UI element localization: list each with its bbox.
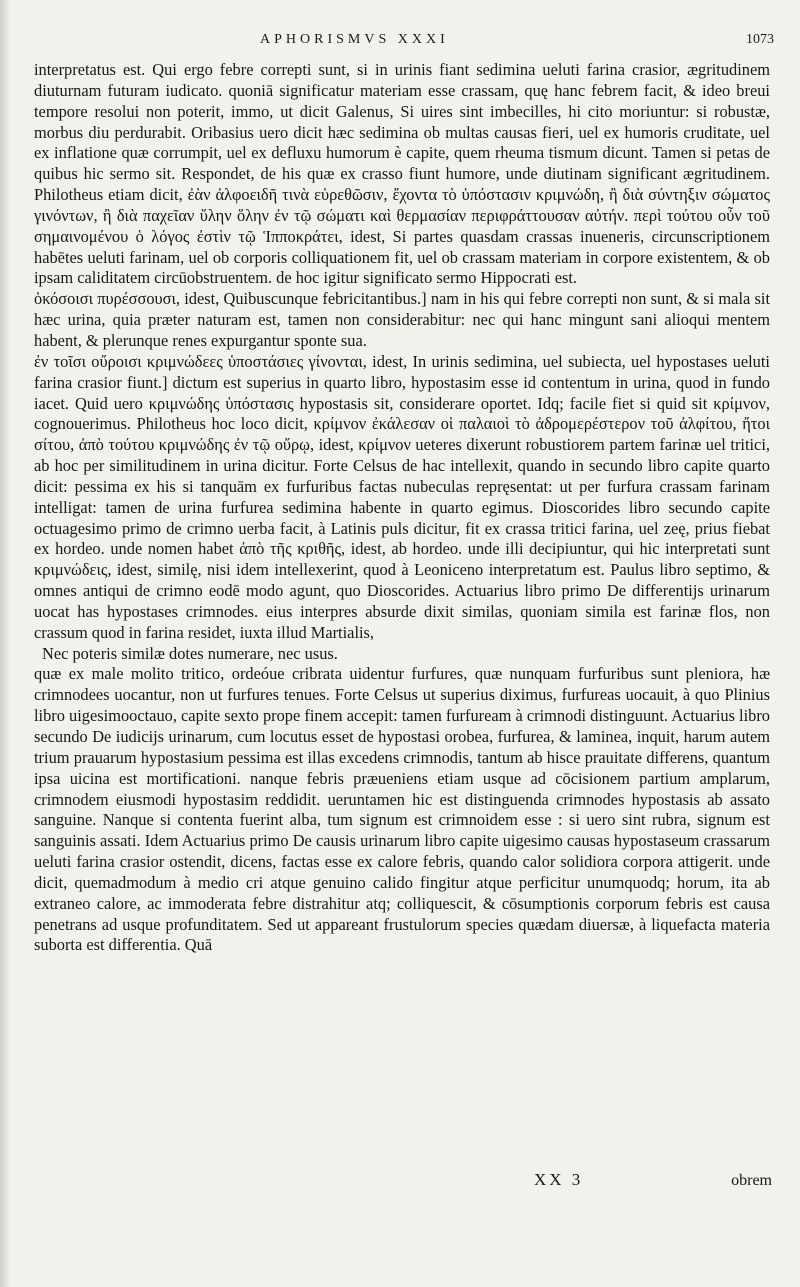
paragraph-1: interpretatus est. Qui ergo febre correpti sunt, si in urinis fiant sedimina ueluti farina crasior, ægritudinem diuturnam futuram iudicato. quoniā significatur materiam esse crassam, quę hanc febrem facit, & ideo breui tempore resolui non poterit, immo, ut dicit Galenus, Si uires sint imbecilles, hi cito moriuntur: si robustæ, morbus diu perdurabit. Oribasius uero dicit hæc sedimina ob multas causas fieri, uel ex humoris cruditate, uel ex inflatione quæ corrumpit, uel ex defluxu humorum è capite, quem rheuma tismum dicunt. Tamen si petas de quibus hic sermo sit. Respondet, de his quæ ex crasso fiunt humore, unde diutinam significant ægritudinem. Philotheus etiam dicit, ἐὰν ἀλφοειδῆ τινὰ εὑρεθῶσιν, ἔχοντα τὸ ὑπόστασιν κριμνώδη, ἢ διὰ σύντηξιν σώματος γινόντων, ἢ διὰ παχεῖαν ὕλην ὅλην ἐν τῷ σώματι καὶ θερμασίαν περιφράττουσαν αὐτήν. περὶ τούτου οὖν τοῦ σημαινομένου ὁ λόγος ἐστὶν τῷ Ἱπποκράτει, idest, Si partes quasdam crassas inueneris, circunscriptionem habētes ueluti farinam, uel ob corporis colliquationem fit, uel ob crassam materiam in corpore existentem, & ob ipsam caliditatem circūobstruentem. de hoc igitur significato sermo Hippocrati est. xyxy=(34,60,770,288)
paragraph-4: quæ ex male molito tritico, ordeóue cribrata uidentur furfures, quæ nunquam furfuribus sunt pleniora, hæ crimnodees uocantur, non ut furfures tenues. Forte Celsus ut superius diximus, furfureas uocauit, à quo Plinius libro uigesimooctauo, capite sexto prope finem accepit: tamen furfuream à crimnodi distinguunt. Actuarius libro secundo De iudicijs urinarum, cum locutus esset de hypostasi orobea, furfurea, & laminea, inquit, harum autem trium prauarum hypostasium pessima est illas excedens crimnodis, tantum ab hisce prauitate differens, quantum ipsa uicina est mortificationi. nanque febris præueniens etiam usque ad cōcisionem partium amplarum, crimnodem eiusmodi hypostasim reddidit. ueruntamen hic est distinguenda crimnodes hypostasis ab assato sanguine. Nanque si contenta fuerint alba, tum signum est crimnoidem esse : si uero sint rubra, signum est sanguinis assati. Idem Actuarius primo De causis urinarum libro capite uigesimo causas hypostaseum crassarum ueluti farina crasior ostendit, dicens, factas esse ex calore febris, quando calor solidiora corpora attigerit. unde dicit, quemadmodum à medio cri atque genuino calido fingitur atque perficitur unumquodq; horum, ita ab extraneo calore, ac immoderata febre distrahitur atq; colliquescit, & cōsumptionis corporum febris est causa penetrans ad usque profunditatem. Sed ut appareant frustulorum species quædam diuersæ, à liquefacta materia suborta est differentia. Quā xyxy=(34,664,771,955)
page-footer xyxy=(34,1170,772,1194)
page-gutter-shadow xyxy=(0,0,10,1287)
paragraph-2: ὁκόσοισι πυρέσσουσι, idest, Quibuscunque febricitantibus.] nam in his qui febre correpti non sunt, & si mala sit hæc urina, quia præter naturam est, tamen non considerabitur: nec qui hanc mingunt sani alioqui mentem habent, & plerunque renes expurgantur sponte sua. xyxy=(34,289,770,350)
catchword: obrem xyxy=(731,1172,772,1189)
signature-mark: XX 3 xyxy=(534,1170,584,1189)
running-head: APHORISMVS XXXI xyxy=(260,32,449,47)
paragraph-3: ἐν τοῖσι οὔροισι κριμνώδεες ὑποστάσιες γίνονται, idest, In urinis sedimina, uel subiecta, uel hypostases ueluti farina crasior fiunt.] dictum est superius in quarto libro, hypostasim esse id contentum in urina, quod in fundo iacet. Quid uero κριμνώδης ὑπόστασις hypostasis sit, considerare oportet. Idq; facile fiet si quid sit κρίμνον, cognouerimus. Philotheus hoc loco dicit, κρίμνον ἐκάλεσαν οἱ παλαιοὶ τὸ ἀδρομερέστερον τοῦ ἀλφίτου, ἤτοι σίτου, ἀπὸ τούτου κριμνώδης ἐν τῷ οὔρῳ, idest, κρίμνον ueteres dixerunt robustiorem partem farinæ uel tritici, ab hoc per similitudinem in urina dicitur. Forte Celsus de hac intellexit, quando in secundo libro capite quarto dicit: pessima ex his si tanquām ex furfuribus factas nubeculas repręsentat: ut per furfura crassam farinam intelligat: tamen de urina furfurea sedimina habente in quarto egimus. Dioscorides libro secundo capite octuagesimo primo de crimno uerba facit, à Latinis puls dicitur, fit ex crassa tritici farina, uel zeę, prius fiebat ex hordeo. unde nomen habet ἀπὸ τῆς κριθῆς, idest, ab hordeo. unde illi decipiuntur, qui hic interpretati sunt κριμνώδεις, idest, similę, nisi idem intellexerint, quod à Leoniceno interpretatum est. Paulus libro septimo, & omnes antiqui de crimno eodē modo agunt, quo Dioscorides. Actuarius libro primo De differentijs urinarum uocat has hypostases crimnodes. eius interpres absurde dixit similas, quoniam simila est farinæ flos, non crassum quod in farina residet, iuxta illud Martialis, xyxy=(34,351,770,642)
page-header xyxy=(30,32,774,54)
verse-quotation: Nec poteris similæ dotes numerare, nec usus. xyxy=(42,643,338,663)
body-text xyxy=(34,60,770,956)
page-number: 1073 xyxy=(746,32,774,47)
